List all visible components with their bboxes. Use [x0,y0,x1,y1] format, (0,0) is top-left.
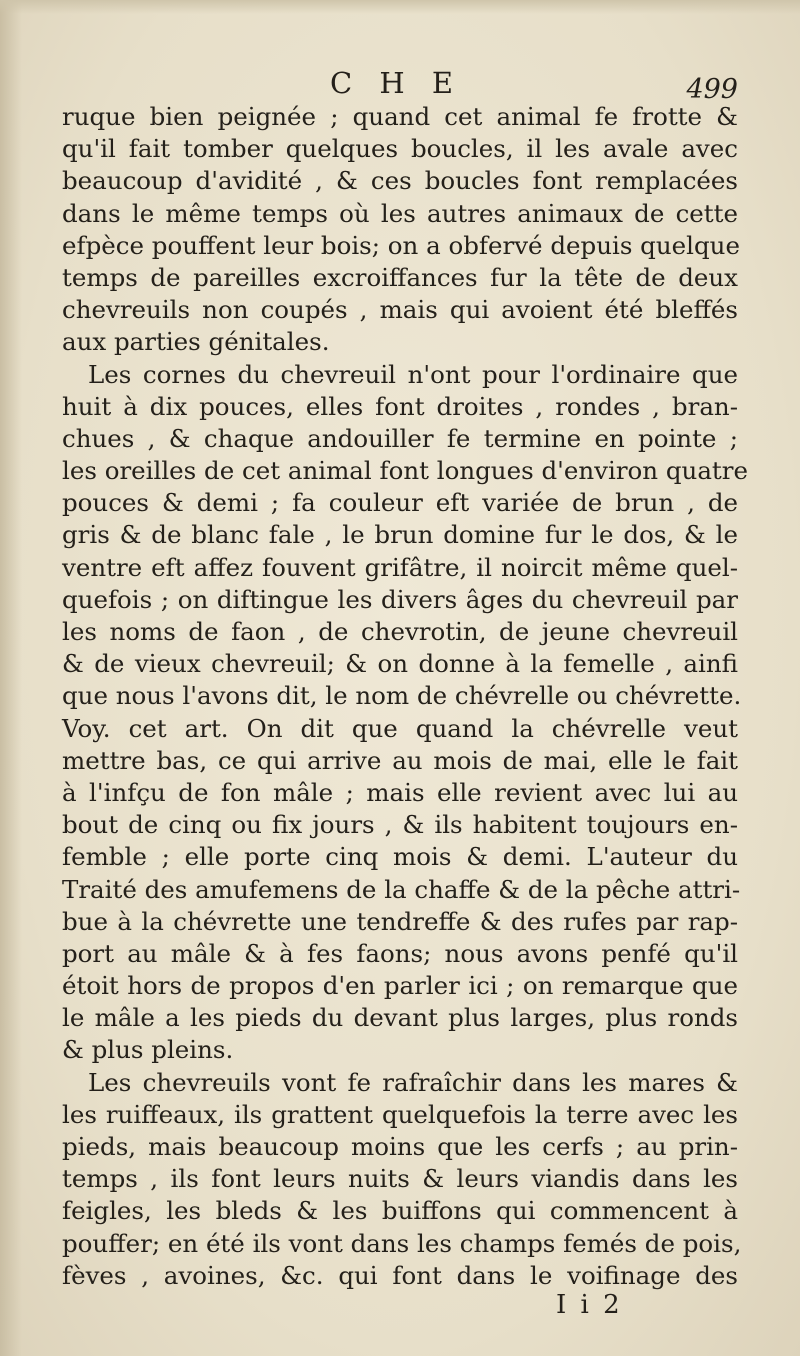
text-line: pieds, mais beaucoup moins que les cerfs ; au prin- [62,1132,738,1161]
page-number: 499 [686,74,738,105]
text-line: bout de cinq ou fix jours , & ils habitent toujours en- [62,810,738,840]
text-line: & de vieux chevreuil; & on donne à la femelle , ainfi [62,649,738,679]
text-line: huit à dix pouces, elles font droites , rondes , bran- [62,391,738,421]
text-line: les ruiffeaux, ils grattent quelquefois la terre avec les [62,1099,738,1129]
text-line: les oreilles de cet animal font longues d'environ quatre [62,456,748,486]
text-line: aux parties génitales. [62,327,330,357]
text-line: le mâle a les pieds du devant plus larges, plus ronds [62,1003,738,1033]
text-line: temps , ils font leurs nuits & leurs viandis dans les [62,1164,738,1194]
text-line: ventre eft affez fouvent grifâtre, il noircit même quel- [62,552,738,582]
body-text [62,101,748,1292]
text-line: chevreuils non coupés , mais qui avoient été bleffés [62,295,738,325]
text-line: Les cornes du chevreuil n'ont pour l'ordinaire que [88,359,738,389]
text-line: port au mâle & à fes faons; nous avons penfé qu'il [62,938,738,968]
text-line: fèves , avoines, &c. qui font dans le voifinage des [62,1260,738,1290]
text-line: dans le même temps où les autres animaux de cette [62,198,738,228]
text-line: beaucoup d'avidité , & ces boucles font remplacées [62,166,738,196]
text-line: pouces & demi ; fa couleur eft variée de brun , de [62,488,738,518]
text-line: ruque bien peignée ; quand cet animal fe frotte & [62,102,738,131]
page-header [0,66,800,106]
text-line: & plus pleins. [62,1035,234,1065]
text-line: quefois ; on diftingue les divers âges du chevreuil par [62,584,738,614]
text-line: efpèce pouffent leur bois; on a obfervé depuis quelque [62,230,740,260]
text-line: que nous l'avons dit, le nom de chévrelle ou chévrette. [62,681,742,711]
text-line: les noms de faon , de chevrotin, de jeune chevreuil [62,617,738,646]
text-line: étoit hors de propos d'en parler ici ; on remarque que [62,971,738,1001]
text-line: temps de pareilles excroiffances fur la tête de deux [62,262,738,292]
text-line: pouffer; en été ils vont dans les champs femés de pois, [62,1228,742,1258]
text-line: mettre bas, ce qui arrive au mois de mai, elle le fait [62,745,738,775]
text-line: chues , & chaque andouiller fe termine en pointe ; [62,423,738,453]
text-line: à l'infçu de fon mâle ; mais elle revient avec lui au [62,777,738,807]
text-line: gris & de blanc fale , le brun domine fur le dos, & le [62,520,738,550]
text-line: bue à la chévrette une tendreffe & des rufes par rap- [62,906,738,936]
text-line: Traité des amufemens de la chaffe & de la pêche attri- [62,874,741,904]
page-shadow-top [0,0,800,14]
running-head: C H E [330,66,463,100]
text-line: feigles, les bleds & les buiffons qui commencent à [62,1196,738,1226]
text-line: Voy. cet art. On dit que quand la chévrelle veut [62,713,738,743]
page-shadow-left [0,0,22,1356]
text-line: qu'il fait tomber quelques boucles, il les avale avec [62,134,738,164]
signature-mark: I i 2 [556,1290,623,1320]
text-line: Les chevreuils vont fe rafraîchir dans les mares & [88,1067,738,1097]
text-line: femble ; elle porte cinq mois & demi. L'auteur du [62,842,738,872]
